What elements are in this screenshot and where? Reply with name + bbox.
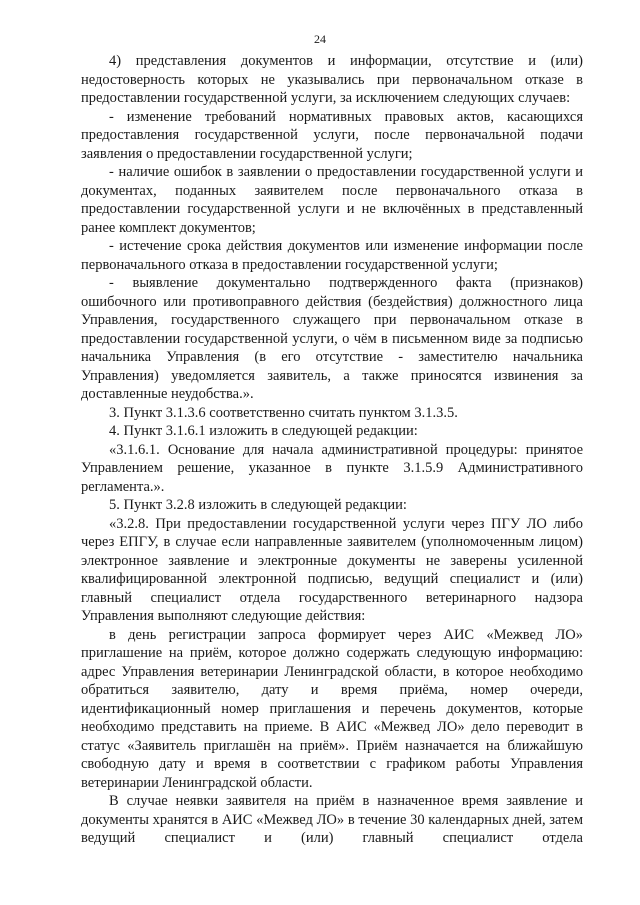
page-number: 24 bbox=[314, 32, 326, 46]
paragraph-amendment-4: 4. Пункт 3.1.6.1 изложить в следующей редакции: bbox=[109, 423, 418, 439]
paragraph-no-show: В случае неявки заявителя на приём в назначенное время заявление и документы хранятся в АИС «Межвед ЛО» в течение 30 календарных дней, затем ведущий специалист и (или) главный специалист отдела bbox=[81, 793, 583, 846]
paragraph-clause-3-1-6-1: «3.1.6.1. Основание для начала административной процедуры: принятое Управлением решение, указанное в пункте 3.1.5.9 Административного регламента.». bbox=[81, 441, 583, 495]
paragraph-amendment-3: 3. Пункт 3.1.3.6 соответственно считать пунктом 3.1.3.5. bbox=[109, 404, 458, 421]
paragraph-clause-3-2-8: «3.2.8. При предоставлении государственной услуги через ПГУ ЛО либо через ЕПГУ, в случае если направленные заявителем (уполномоченным лицом) электронное заявление и электронные документы не заверены усиленной квалифицированной электронной подписью, ведущий специалист и (или) главный специалист отдела государственного ветеринарного надзора Управления выполняют следующие действия: bbox=[81, 515, 583, 624]
document-body bbox=[81, 52, 583, 848]
paragraph-item-4: 4) представления документов и информации, отсутствие и (или) недостоверность которых не указывались при первоначальном отказе в предоставлении государственной услуги, за исключением следующих случаев: bbox=[81, 53, 583, 106]
paragraph-registration-day: в день регистрации запроса формирует через АИС «Межвед ЛО» приглашение на приём, которое должно содержать следующую информацию: адрес Управления ветеринарии Ленинградской области, в которое необходимо обратиться заявителю, дату и время приёма, номер очереди, идентификационный номер приглашения и перечень документов, которые необходимо представить на приеме. В АИС «Межвед ЛО» дело переводит в статус «Заявитель приглашён на приём». Приём назначается на ближайшую свободную дату и время в соответствии с графиком работы Управления ветеринарии Ленинградской области. bbox=[81, 626, 583, 791]
paragraph-exception-3: - истечение срока действия документов или изменение информации после первоначального отказа в предоставлении государственной услуги; bbox=[81, 238, 583, 273]
paragraph-exception-2: - наличие ошибок в заявлении о предоставлении государственной услуги и документах, поданных заявителем после первоначального отказа в предоставлении государственной услуги и не включённых в представленный ранее комплект документов; bbox=[81, 164, 583, 236]
paragraph-amendment-5: 5. Пункт 3.2.8 изложить в следующей редакции: bbox=[109, 497, 407, 513]
paragraph-exception-1: - изменение требований нормативных правовых актов, касающихся предоставления государственной услуги, после первоначальной подачи заявления о предоставлении государственной услуги; bbox=[81, 108, 583, 162]
paragraph-exception-4: - выявление документально подтвержденного факта (признаков) ошибочного или противоправного действия (бездействия) должностного лица Управления, государственного служащего при первоначальном отказе в предоставлении государственной услуги, о чём в письменном виде за подписью начальника Управления (в его отсутствие - заместителю начальника Управления) уведомляется заявитель, а также приносятся извинения за доставленные неудобства.». bbox=[81, 275, 583, 402]
